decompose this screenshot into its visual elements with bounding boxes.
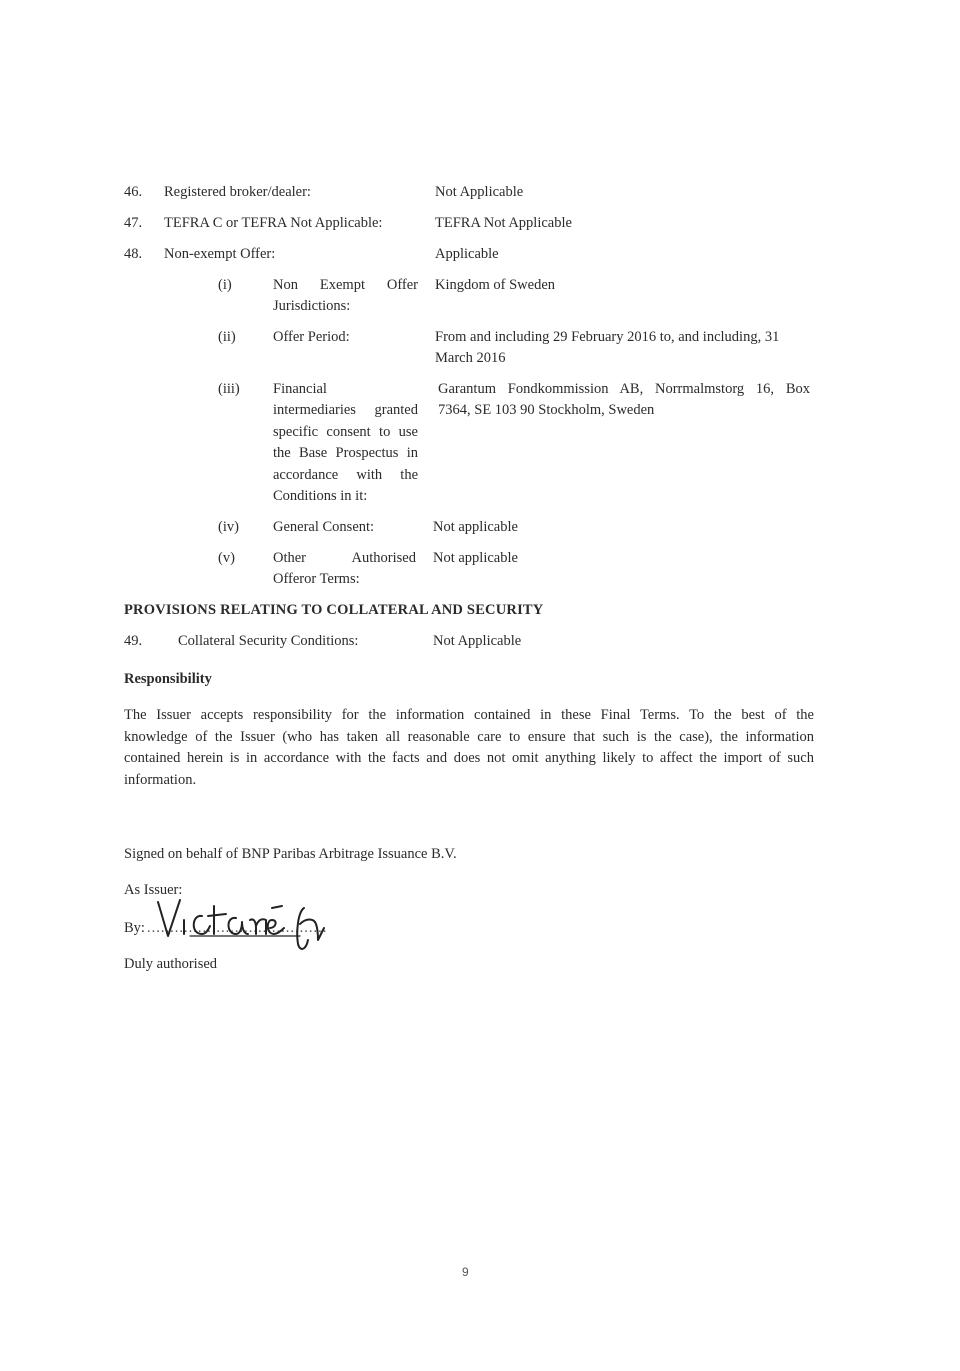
sub-item-iii-label-line4: the Base Prospectus in [273, 445, 418, 461]
sub-item-v-value: Not applicable [433, 550, 518, 566]
sub-item-ii-label: Offer Period: [273, 329, 350, 345]
item-46-number: 46. [124, 184, 143, 200]
item-48-value: Applicable [435, 246, 499, 262]
signed-on-behalf-text: Signed on behalf of BNP Paribas Arbitrage Issuance B.V. [124, 846, 457, 862]
responsibility-line2: knowledge of the Issuer (who has taken all reasonable care to ensure that such is the case), the information [124, 729, 814, 745]
sub-item-iii-value-line1: Garantum Fondkommission AB, Norrmalmstorg 16, Box [438, 381, 810, 397]
by-label: By: [124, 920, 145, 936]
responsibility-heading: Responsibility [124, 671, 212, 687]
sub-item-i-value: Kingdom of Sweden [435, 277, 556, 293]
responsibility-line3: contained herein is in accordance with the facts and does not omit anything likely to affect the import of such [124, 750, 814, 766]
item-48-label: Non-exempt Offer: [164, 246, 276, 262]
sub-item-iii-value-line2: 7364, SE 103 90 Stockholm, Sweden [438, 402, 655, 418]
item-47-number: 47. [124, 215, 143, 231]
collateral-heading: PROVISIONS RELATING TO COLLATERAL AND SECURITY [124, 602, 544, 618]
responsibility-line4: information. [124, 772, 197, 788]
sub-item-v-number: (v) [218, 550, 235, 566]
duly-authorised-text: Duly authorised [124, 956, 218, 972]
sub-item-iv-number: (iv) [218, 519, 239, 535]
item-47-value: TEFRA Not Applicable [435, 215, 572, 231]
sub-item-ii-number: (ii) [218, 329, 236, 345]
sub-item-v-label-line1: Other Authorised [273, 550, 416, 566]
page-number: 9 [462, 1265, 469, 1279]
sub-item-iii-label-line6: Conditions in it: [273, 488, 368, 504]
as-issuer-label: As Issuer: [124, 882, 183, 898]
sub-item-ii-value-line2: March 2016 [435, 350, 506, 366]
sub-item-i-label-line1: Non Exempt Offer [273, 277, 418, 293]
sub-item-iv-value: Not applicable [433, 519, 518, 535]
sub-item-i-number: (i) [218, 277, 232, 293]
item-48-number: 48. [124, 246, 143, 262]
sub-item-iii-label-line2: intermediaries granted [273, 402, 418, 418]
item-49-number: 49. [124, 633, 143, 649]
item-49-value: Not Applicable [433, 633, 522, 649]
responsibility-line1: The Issuer accepts responsibility for the information contained in these Final Terms. To the best of the [124, 707, 814, 723]
signature-dotted-line: ....................................... [147, 920, 328, 936]
item-46-label: Registered broker/dealer: [164, 184, 311, 200]
sub-item-i-label-line2: Jurisdictions: [273, 298, 351, 314]
handwritten-signature [150, 888, 330, 958]
item-46-value: Not Applicable [435, 184, 524, 200]
sub-item-iii-label-line5: accordance with the [273, 467, 418, 483]
sub-item-v-label-line2: Offeror Terms: [273, 571, 360, 587]
sub-item-iv-label: General Consent: [273, 519, 375, 535]
item-47-label: TEFRA C or TEFRA Not Applicable: [164, 215, 383, 231]
sub-item-iii-label-line1: Financial [273, 381, 327, 397]
item-49-label: Collateral Security Conditions: [178, 633, 359, 649]
sub-item-iii-number: (iii) [218, 381, 240, 397]
sub-item-ii-value-line1: From and including 29 February 2016 to, and including, 31 [435, 329, 780, 345]
sub-item-iii-label-line3: specific consent to use [273, 424, 418, 440]
